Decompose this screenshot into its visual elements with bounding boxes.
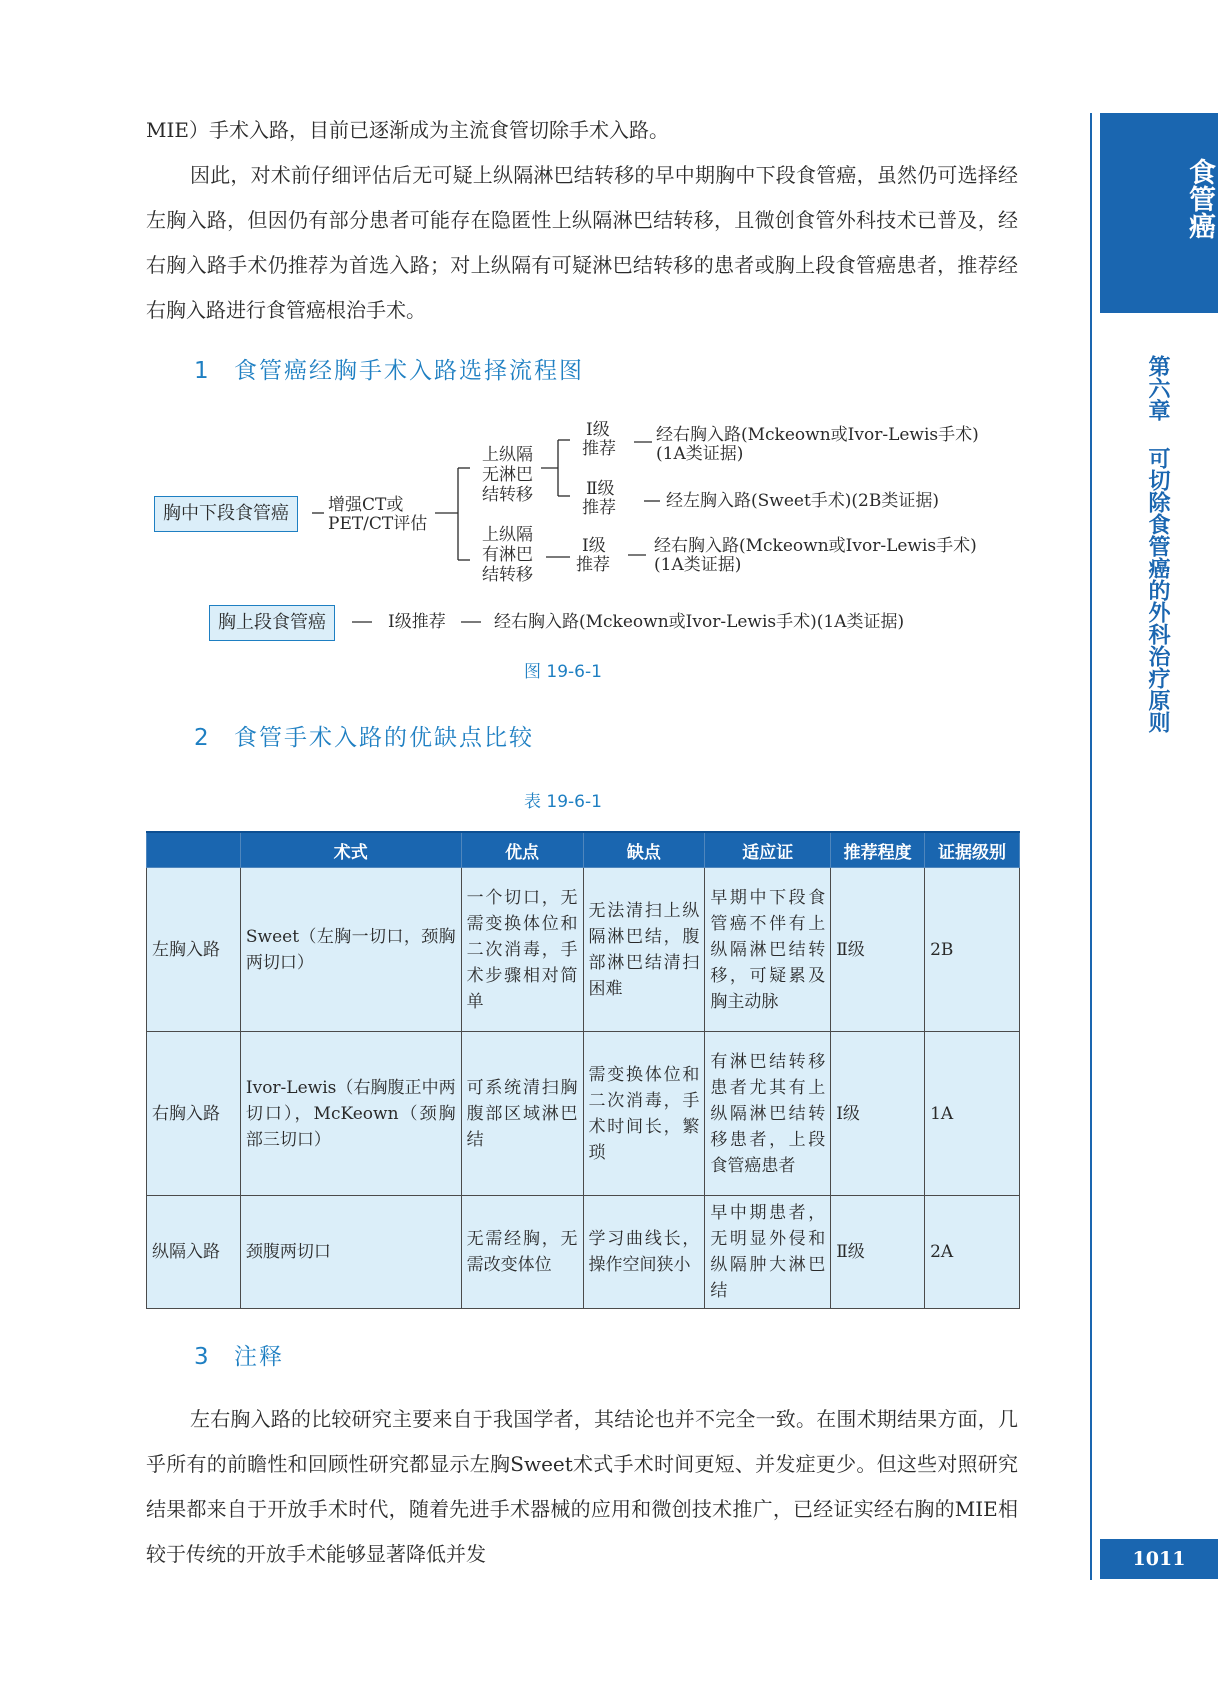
table-row <box>147 868 1020 1032</box>
grade1-top-line2: 推荐 <box>582 439 616 459</box>
section-number: 2 <box>194 725 211 751</box>
table-cell: 可系统清扫胸腹部区域淋巴结 <box>461 1032 583 1196</box>
table-cell: 1A <box>925 1032 1020 1196</box>
table-cell: 学习曲线长，操作空间狭小 <box>583 1196 705 1309</box>
table-cell: 早中期患者，无明显外侵和纵隔肿大淋巴结 <box>705 1196 831 1309</box>
table-cell: 纵隔入路 <box>147 1196 241 1309</box>
table-cell: 2A <box>925 1196 1020 1309</box>
section-number: 1 <box>194 358 211 384</box>
result-right-top-line1: 经右胸入路(Mckeown或Ivor-Lewis手术) <box>656 425 979 445</box>
section-heading-notes <box>194 1338 284 1371</box>
figure-caption: 图 19-6-1 <box>524 662 602 682</box>
table-cell: 颈腹两切口 <box>240 1196 461 1309</box>
header-cell: 优点 <box>461 832 583 868</box>
upper-result: 经右胸入路(Mckeown或Ivor-Lewis手术)(1A类证据) <box>494 612 905 632</box>
result-left: 经左胸入路(Sweet手术)(2B类证据) <box>666 491 939 511</box>
header-cell: 推荐程度 <box>831 832 925 868</box>
header-cell <box>147 832 241 868</box>
table-cell: 早期中下段食管癌不伴有上纵隔淋巴结转移，可疑累及胸主动脉 <box>705 868 831 1032</box>
header-cell: 缺点 <box>583 832 705 868</box>
section-title: 食管癌经胸手术入路选择流程图 <box>234 358 584 384</box>
branch-no-line1: 上纵隔 <box>482 445 533 465</box>
table-cell: 无需经胸，无需改变体位 <box>461 1196 583 1309</box>
table-cell: 需变换体位和二次消毒，手术时间长，繁琐 <box>583 1032 705 1196</box>
chapter-title: 第六章 可切除食管癌的外科治疗原则 <box>1145 355 1171 733</box>
branch-yes-line3: 结转移 <box>482 565 533 585</box>
section-title: 食管手术入路的优缺点比较 <box>234 725 534 751</box>
result-right-bottom-line1: 经右胸入路(Mckeown或Ivor-Lewis手术) <box>654 536 977 556</box>
table-cell: 有淋巴结转移患者尤其有上纵隔淋巴结转移患者，上段食管癌患者 <box>705 1032 831 1196</box>
table-cell: Ⅱ级 <box>831 868 925 1032</box>
header-cell: 适应证 <box>705 832 831 868</box>
table-row <box>147 1196 1020 1309</box>
result-right-top-line2: (1A类证据) <box>656 444 744 464</box>
chapter-tab <box>1100 113 1218 313</box>
upper-recommendation: Ⅰ级推荐 <box>388 612 446 632</box>
grade1-bottom-line2: 推荐 <box>576 555 610 575</box>
grade1-bottom-line1: Ⅰ级 <box>582 536 606 556</box>
table-row <box>147 1032 1020 1196</box>
grade2-line1: Ⅱ级 <box>586 479 615 499</box>
sidebar-rule <box>1090 113 1092 1580</box>
table-cell: 无法清扫上纵隔淋巴结，腹部淋巴结清扫困难 <box>583 868 705 1032</box>
paragraph-notes: 左右胸入路的比较研究主要来自于我国学者，其结论也并不完全一致。在围术期结果方面，几乎所有的前瞻性和回顾性研究都显示左胸Sweet术式手术时间更短、并发症更少。但这些对照研究结果都来自于开放手术时代，随着先进手术器械的应用和微创技术推广，已经证实经右胸的MIE相较于传统的开放手术能够显著降低并发 <box>146 1407 1018 1566</box>
table-cell: Ⅰ级 <box>831 1032 925 1196</box>
branch-no-line2: 无淋巴 <box>482 465 533 485</box>
paragraph-intro: MIE）手术入路，目前已逐渐成为主流食管切除手术入路。 <box>146 118 669 142</box>
header-cell: 证据级别 <box>925 832 1020 868</box>
grade1-top-line1: Ⅰ级 <box>586 420 610 440</box>
table-cell: 一个切口，无需变换体位和二次消毒，手术步骤相对简单 <box>461 868 583 1032</box>
section-number: 3 <box>194 1344 211 1370</box>
branch-yes-line1: 上纵隔 <box>482 525 533 545</box>
page-number: 1011 <box>1100 1539 1218 1579</box>
grade2-line2: 推荐 <box>582 498 616 518</box>
table-cell: Ⅱ级 <box>831 1196 925 1309</box>
flowchart-connectors <box>0 0 1218 700</box>
branch-yes-line2: 有淋巴 <box>482 545 533 565</box>
branch-no-line3: 结转移 <box>482 485 533 505</box>
eval-line1: 增强CT或 <box>328 495 404 515</box>
result-right-bottom-line2: (1A类证据) <box>654 555 742 575</box>
box-mid-lower-esophageal-cancer: 胸中下段食管癌 <box>154 496 298 532</box>
table-cell: 左胸入路 <box>147 868 241 1032</box>
section-heading-comparison <box>194 719 534 752</box>
table-cell: 右胸入路 <box>147 1032 241 1196</box>
chapter-tab-label: 食管癌 <box>1184 158 1215 239</box>
table-cell: Ivor-Lewis（右胸腹正中两切口），McKeown（颈胸部三切口） <box>240 1032 461 1196</box>
comparison-table <box>146 831 1020 1309</box>
header-cell: 术式 <box>240 832 461 868</box>
table-header-row <box>147 832 1020 868</box>
table-cell: Sweet（左胸一切口，颈胸两切口） <box>240 868 461 1032</box>
paragraph-recommendation: 因此，对术前仔细评估后无可疑上纵隔淋巴结转移的早中期胸中下段食管癌，虽然仍可选择经左胸入路，但因仍有部分患者可能存在隐匿性上纵隔淋巴结转移，且微创食管外科技术已普及，经右胸入路手术仍推荐为首选入路；对上纵隔有可疑淋巴结转移的患者或胸上段食管癌患者，推荐经右胸入路进行食管癌根治手术。 <box>146 163 1018 322</box>
table-caption: 表 19-6-1 <box>524 792 602 812</box>
eval-line2: PET/CT评估 <box>328 514 428 534</box>
section-title: 注释 <box>234 1344 284 1370</box>
table-cell: 2B <box>925 868 1020 1032</box>
box-upper-esophageal-cancer: 胸上段食管癌 <box>209 605 335 641</box>
